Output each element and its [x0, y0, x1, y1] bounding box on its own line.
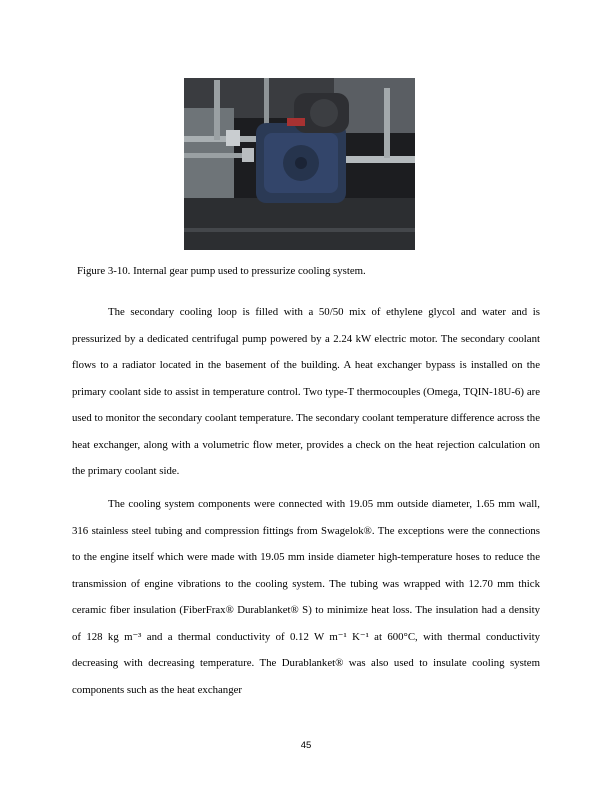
body-paragraph [72, 491, 540, 703]
figure-caption: Figure 3-10. Internal gear pump used to pressurize cooling system. [77, 265, 366, 277]
body-paragraph [72, 299, 540, 485]
paragraph-text: The cooling system components were connected with 19.05 mm outside diameter, 1.65 mm wall, 316 stainless steel tubing and compression fittings from Swagelok®. The exceptions were the connections to the engine itself which were made with 19.05 mm inside diameter high-temperature hoses to reduce the transmission of engine vibrations to the cooling system. The tubing was wrapped with 12.70 mm thick ceramic fiber insulation (FiberFrax® Durablanket® S) to minimize heat loss. The insulation had a density of 128 kg m⁻³ and a thermal conductivity of 0.12 W m⁻¹ K⁻¹ at 600°C, with thermal conductivity decreasing with decreasing temperature. The Durablanket® was also used to insulate cooling system components such as the heat exchanger [72, 498, 540, 696]
paragraph-text: The secondary cooling loop is filled with a 50/50 mix of ethylene glycol and water and is pressurized by a dedicated centrifugal pump powered by a 2.24 kW electric motor. The secondary coolant flows to a radiator located in the basement of the building. A heat exchanger bypass is installed on the primary coolant side to assist in temperature control. Two type-T thermocouples (Omega, TQIN-18U-6) are used to monitor the secondary coolant temperature. The secondary coolant temperature difference across the heat exchanger, along with a volumetric flow meter, provides a check on the heat rejection calculation on the primary coolant side. [72, 306, 540, 477]
page-number: 45 [300, 740, 312, 751]
gear-pump-photo [184, 78, 415, 250]
gear-pump-photo-drawing [184, 78, 415, 250]
